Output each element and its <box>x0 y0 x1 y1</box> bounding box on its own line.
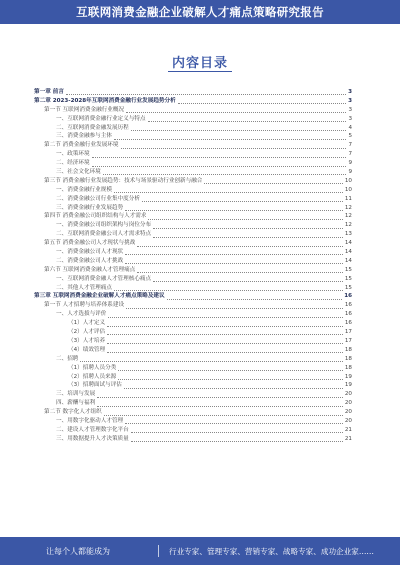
toc-leader-dots <box>97 401 343 407</box>
toc-leader-dots <box>103 169 347 175</box>
toc-entry[interactable] <box>34 88 352 97</box>
toc-entry[interactable] <box>34 106 352 115</box>
toc-leader-dots <box>107 338 343 344</box>
toc-entry[interactable] <box>34 97 352 106</box>
toc-entry-title: 第一章 前言 <box>34 89 64 95</box>
toc-leader-dots <box>121 143 347 149</box>
toc-leader-dots <box>92 161 347 167</box>
toc-entry-title: 第四节 消费金融公司组织结构与人才需求 <box>44 213 147 220</box>
toc-leader-dots <box>131 125 347 131</box>
toc-entry-title: 三、消费金融行业发展趋势 <box>56 204 124 211</box>
toc-entry[interactable] <box>34 159 352 168</box>
toc-leader-dots <box>114 187 343 193</box>
toc-entry[interactable] <box>34 435 352 444</box>
toc-entry-page: 20 <box>344 409 352 416</box>
toc-entry-title: 三、消费金融参与主体 <box>56 133 112 140</box>
toc-entry-title: 二、其他人才管理痛点 <box>56 284 112 291</box>
toc-leader-dots <box>131 436 343 442</box>
toc-entry-title: 三、用数据提升人才决策质量 <box>56 435 129 442</box>
toc-entry[interactable] <box>34 195 352 204</box>
toc-entry-title: 一、人才选拔与评价 <box>56 311 107 318</box>
toc-entry-page: 15 <box>344 284 352 291</box>
toc-entry-title: 一、消费金融公司人才现状 <box>56 249 124 256</box>
toc-entry-title: 二、建设人才管理数字化平台 <box>56 426 129 433</box>
toc-entry-page: 14 <box>344 249 352 256</box>
toc-entry-page: 14 <box>344 257 352 264</box>
toc-entry[interactable] <box>34 132 352 141</box>
toc-entry[interactable] <box>34 408 352 417</box>
toc-entry-page: 11 <box>344 195 352 202</box>
toc-entry-page: 16 <box>344 320 352 327</box>
toc-entry[interactable] <box>34 212 352 221</box>
toc-entry-page: 3 <box>348 97 352 104</box>
toc-leader-dots <box>153 232 343 238</box>
toc-entry-title: （2）招聘人员来源 <box>68 373 117 380</box>
toc-entry-title: （3）人才培养 <box>68 337 106 344</box>
toc-entry-page: 20 <box>344 400 352 407</box>
toc-entry-page: 16 <box>344 302 352 309</box>
toc-entry[interactable] <box>34 346 352 355</box>
toc-leader-dots <box>66 89 346 95</box>
toc-entry-title: （1）人才定义 <box>68 320 106 327</box>
toc-entry-title: 第一节 人才招聘与培养体系建设 <box>44 302 125 309</box>
toc-entry-page: 21 <box>344 435 352 442</box>
toc-entry[interactable] <box>34 257 352 266</box>
toc-entry-title: 四、薪酬与福利 <box>56 400 96 407</box>
toc-entry[interactable] <box>34 319 352 328</box>
toc-entry-page: 12 <box>344 213 352 220</box>
toc-leader-dots <box>178 98 346 104</box>
toc-leader-dots <box>125 258 343 264</box>
toc-entry-page: 18 <box>344 364 352 371</box>
toc-entry[interactable] <box>34 177 352 186</box>
toc-entry-title: 一、互联网消费金融人才管理核心痛点 <box>56 275 152 282</box>
toc-entry[interactable] <box>34 186 352 195</box>
toc-entry-page: 3 <box>348 89 352 95</box>
toc-entry[interactable] <box>34 141 352 150</box>
toc-entry-page: 18 <box>344 346 352 353</box>
toc-entry[interactable] <box>34 266 352 275</box>
footer-tagline: 行业专家、管理专家、营销专家、战略专家、成功企业家…… <box>169 546 375 556</box>
toc-leader-dots <box>125 205 343 211</box>
toc-leader-dots <box>126 107 346 113</box>
toc-entry-title: 第六节 互联网消费金融人才管理痛点 <box>44 266 136 273</box>
toc-entry-page: 12 <box>344 204 352 211</box>
toc-entry-page: 21 <box>344 426 352 433</box>
toc-entry[interactable] <box>34 373 352 382</box>
page-footer <box>0 537 400 565</box>
toc-entry-title: 第三章 互联网消费金融企业破解人才痛点策略及建议 <box>34 293 165 300</box>
toc-entry-title: 二、招聘 <box>56 355 79 362</box>
toc-entry-page: 3 <box>348 115 352 122</box>
toc-leader-dots <box>137 241 343 247</box>
footer-slogan: 让每个人都能成为 <box>46 546 110 556</box>
toc-entry-title: （3）招聘面试与评估 <box>68 382 122 389</box>
toc-entry[interactable] <box>34 390 352 399</box>
toc-entry-page: 16 <box>344 311 352 318</box>
report-title: 互联网消费金融企业破解人才痛点策略研究报告 <box>76 5 324 19</box>
toc-entry-page: 12 <box>344 222 352 229</box>
toc-entry[interactable] <box>34 150 352 159</box>
toc-entry-page: 7 <box>348 151 352 158</box>
toc-entry-page: 10 <box>344 186 352 193</box>
toc-entry[interactable] <box>34 124 352 133</box>
toc-entry-page: 18 <box>344 355 352 362</box>
toc-entry[interactable] <box>34 248 352 257</box>
toc-entry-page: 5 <box>348 133 352 140</box>
toc-leader-dots <box>107 347 343 353</box>
toc-entry-page: 9 <box>348 160 352 167</box>
toc-leader-dots <box>114 285 343 291</box>
toc-entry-page: 19 <box>344 382 352 389</box>
toc-entry-page: 19 <box>344 373 352 380</box>
toc-entry-page: 10 <box>344 177 352 184</box>
toc-entry[interactable] <box>34 399 352 408</box>
toc-entry-page: 20 <box>344 417 352 424</box>
toc-entry-page: 7 <box>348 142 352 149</box>
toc-leader-dots <box>114 134 346 140</box>
toc-entry-title: 二、消费金融公司行业集中度分析 <box>56 195 140 202</box>
toc-leader-dots <box>108 312 343 318</box>
toc-leader-dots <box>204 178 342 184</box>
toc-entry-title: 一、政策环境 <box>56 151 90 158</box>
toc-leader-dots <box>167 294 343 300</box>
toc-entry-title: 第二节 数字化人才组织 <box>44 409 102 416</box>
toc-entry-page: 3 <box>348 106 352 113</box>
toc-leader-dots <box>137 267 343 273</box>
toc-entry-page: 9 <box>348 169 352 176</box>
toc-entry-title: 一、消费金融公司组织架构与岗位分布 <box>56 222 152 229</box>
toc-heading: 内容目录 <box>171 56 228 71</box>
toc-entry[interactable] <box>34 284 352 293</box>
table-of-contents <box>34 88 352 444</box>
toc-heading-underline <box>168 71 232 72</box>
toc-entry-page: 17 <box>344 337 352 344</box>
toc-entry-title: 三、培训与发展 <box>56 391 96 398</box>
toc-entry-title: 二、经济环境 <box>56 160 90 167</box>
toc-entry[interactable] <box>34 364 352 373</box>
toc-entry[interactable] <box>34 417 352 426</box>
toc-leader-dots <box>148 214 342 220</box>
footer-divider <box>158 545 159 557</box>
toc-leader-dots <box>142 196 343 202</box>
toc-leader-dots <box>153 223 343 229</box>
toc-leader-dots <box>148 116 347 122</box>
toc-entry-title: 第二节 消费金融行业发展环境 <box>44 142 119 149</box>
toc-entry-title: 二、消费金融公司人才挑战 <box>56 257 124 264</box>
toc-entry-title: 一、消费金融行业规模 <box>56 186 112 193</box>
toc-leader-dots <box>107 321 343 327</box>
toc-entry-page: 15 <box>344 266 352 273</box>
toc-entry-page: 15 <box>344 275 352 282</box>
toc-entry[interactable] <box>34 292 352 301</box>
toc-leader-dots <box>125 418 343 424</box>
toc-leader-dots <box>92 152 347 158</box>
toc-entry-title: 二、互联网消费金融发展历程 <box>56 124 129 131</box>
toc-entry[interactable] <box>34 328 352 337</box>
toc-entry[interactable] <box>34 310 352 319</box>
toc-entry[interactable] <box>34 426 352 435</box>
page-header <box>0 0 400 24</box>
toc-entry-title: （2）人才评估 <box>68 329 106 336</box>
toc-entry-title: 三、社会文化环境 <box>56 169 101 176</box>
toc-leader-dots <box>126 303 343 309</box>
toc-entry-title: 一、互联网消费金融行业定义与特点 <box>56 115 146 122</box>
toc-entry[interactable] <box>34 115 352 124</box>
toc-entry-title: 第二章 2023-2028年互联网消费金融行业发展趋势分析 <box>34 97 176 104</box>
toc-entry-title: 第三节 消费金融行业发展趋势：技术与场景驱动行业创新与融合 <box>44 177 203 184</box>
toc-entry[interactable] <box>34 239 352 248</box>
toc-leader-dots <box>107 329 343 335</box>
toc-entry[interactable] <box>34 168 352 177</box>
toc-entry-page: 16 <box>344 293 352 300</box>
toc-entry-title: 第一节 互联网消费金融行业概况 <box>44 106 125 113</box>
toc-entry-page: 13 <box>344 231 352 238</box>
toc-leader-dots <box>125 249 343 255</box>
toc-entry-title: （1）招聘人员分类 <box>68 364 117 371</box>
toc-entry-title: （4）绩效管理 <box>68 346 106 353</box>
toc-entry[interactable] <box>34 337 352 346</box>
toc-entry[interactable] <box>34 204 352 213</box>
toc-entry-title: 第五节 消费金融公司人才现状与挑战 <box>44 240 136 247</box>
toc-entry[interactable] <box>34 381 352 390</box>
toc-entry-title: 二、互联网消费金融公司人才需求特点 <box>56 231 152 238</box>
toc-entry[interactable] <box>34 355 352 364</box>
toc-entry[interactable] <box>34 230 352 239</box>
toc-leader-dots <box>97 392 343 398</box>
toc-entry-page: 4 <box>348 124 352 131</box>
toc-entry[interactable] <box>34 301 352 310</box>
toc-leader-dots <box>118 365 343 371</box>
toc-entry-page: 17 <box>344 329 352 336</box>
toc-entry-page: 20 <box>344 391 352 398</box>
toc-leader-dots <box>131 427 343 433</box>
toc-entry[interactable] <box>34 275 352 284</box>
toc-leader-dots <box>124 383 343 389</box>
toc-leader-dots <box>153 276 343 282</box>
toc-leader-dots <box>104 410 343 416</box>
toc-entry-title: 一、用数字化驱动人才管理 <box>56 417 124 424</box>
toc-leader-dots <box>118 374 343 380</box>
toc-entry[interactable] <box>34 221 352 230</box>
toc-leader-dots <box>80 356 342 362</box>
toc-entry-page: 14 <box>344 240 352 247</box>
